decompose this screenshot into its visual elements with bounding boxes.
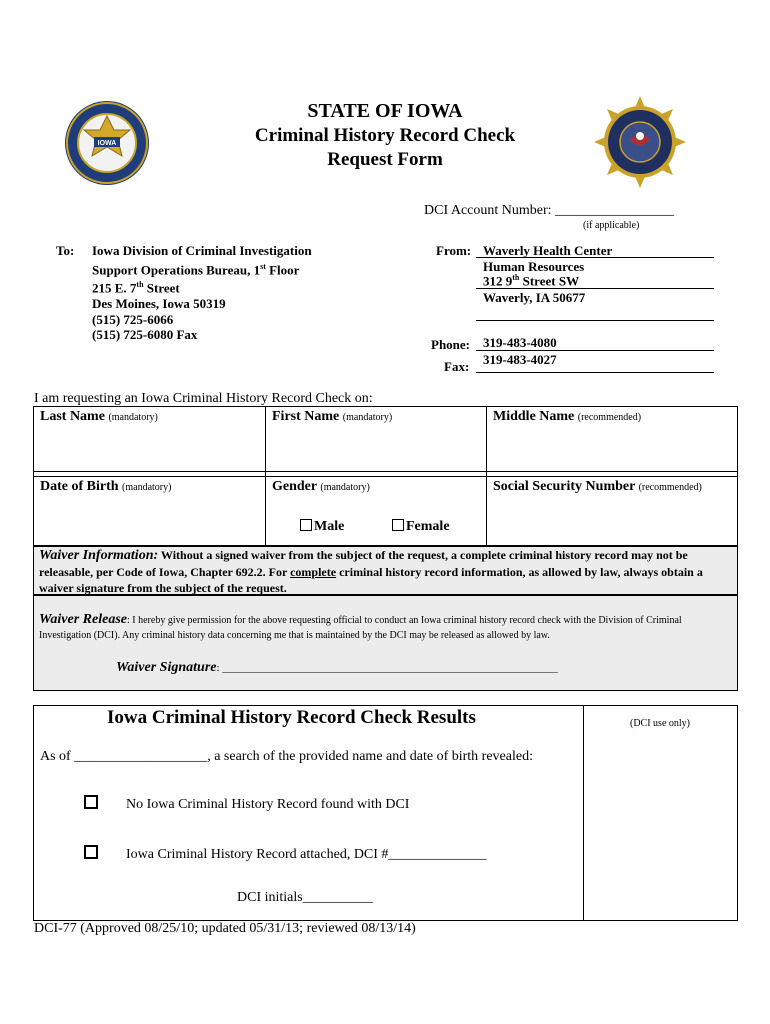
dob-input[interactable]	[36, 497, 262, 543]
page-title: STATE OF IOWA	[307, 100, 463, 122]
from-line3[interactable]: 312 9th Street SW	[483, 273, 580, 289]
no-record-label: No Iowa Criminal History Record found with DCI	[126, 797, 410, 812]
first-name-input[interactable]	[268, 428, 483, 468]
to-label: To:	[56, 243, 75, 258]
to-line1: Iowa Division of Criminal Investigation	[92, 243, 312, 258]
to-line2: Support Operations Bureau, 1st Floor	[92, 261, 300, 277]
to-line3: 215 E. 7th Street	[92, 280, 180, 296]
to-line6: (515) 725-6080 Fax	[92, 327, 198, 343]
form-footer: DCI-77 (Approved 08/25/10; updated 05/31/13; reviewed 08/13/14)	[34, 921, 416, 936]
form-title: Criminal History Record Check	[254, 125, 516, 146]
waiver-release-box	[33, 595, 738, 691]
last-name-label: Last Name (mandatory)	[40, 409, 158, 424]
male-checkbox[interactable]	[300, 519, 312, 531]
waiver-release: Waiver Release: I hereby give permission for the above requesting official to conduct an Iowa criminal history record check with the Division of Criminal Investigation (DCI). Any criminal history data concerning me that is maintained by the DCI may be released as allowed by law.	[39, 612, 682, 641]
to-line5: (515) 725-6066	[92, 311, 174, 327]
phone-field[interactable]: 319-483-4080	[483, 335, 557, 350]
form-subtitle: Request Form	[327, 149, 443, 170]
female-checkbox[interactable]	[392, 519, 404, 531]
results-title: Iowa Criminal History Record Check Results	[107, 707, 476, 728]
middle-name-label: Middle Name (recommended)	[493, 409, 642, 424]
from-line2[interactable]: Human Resources	[483, 259, 585, 274]
fax-label: Fax:	[444, 359, 470, 374]
to-address	[92, 243, 312, 343]
no-record-checkbox[interactable]	[84, 795, 98, 814]
male-option[interactable]: Male	[300, 519, 344, 535]
phone-label: Phone:	[431, 337, 470, 352]
dci-initials-field[interactable]: DCI initials__________	[237, 890, 373, 905]
middle-name-input[interactable]	[489, 428, 735, 468]
to-line4: Des Moines, Iowa 50319	[92, 296, 226, 312]
as-of-line[interactable]: As of ___________________, a search of the provided name and date of birth revealed:	[40, 749, 533, 764]
ssn-input[interactable]	[489, 497, 735, 543]
female-option[interactable]: Female	[392, 519, 450, 535]
record-attached-checkbox[interactable]	[84, 845, 98, 864]
from-line1[interactable]: Waverly Health Center	[483, 243, 613, 258]
from-line4[interactable]: Waverly, IA 50677	[483, 290, 586, 305]
if-applicable-note: (if applicable)	[583, 220, 640, 231]
dob-label: Date of Birth (mandatory)	[40, 479, 172, 494]
results-box	[33, 705, 738, 921]
ssn-label: Social Security Number (recommended)	[493, 479, 702, 494]
from-label: From:	[436, 243, 472, 258]
waiver-information: Waiver Information: Without a signed waiver from the subject of the request, a complete criminal history record may not be releasable, per Code of Iowa, Chapter 692.2. For complete criminal history record information, as allowed by law, always obtain a waiver signature from the subject of the request.	[39, 548, 703, 595]
dci-use-only-note: (DCI use only)	[630, 718, 690, 729]
gender-label: Gender (mandatory)	[272, 479, 370, 494]
first-name-label: First Name (mandatory)	[272, 409, 393, 424]
svg-text:IOWA: IOWA	[97, 140, 117, 147]
record-attached-label[interactable]: Iowa Criminal History Record attached, DCI #______________	[126, 847, 487, 862]
request-intro: I am requesting an Iowa Criminal History Record Check on:	[34, 391, 373, 406]
waiver-signature-field[interactable]: Waiver Signature: _____________________________________________________________	[116, 660, 558, 675]
dci-account-number-field[interactable]: DCI Account Number: _________________	[424, 203, 675, 218]
last-name-input[interactable]	[36, 428, 262, 468]
fax-field[interactable]: 319-483-4027	[483, 352, 557, 367]
